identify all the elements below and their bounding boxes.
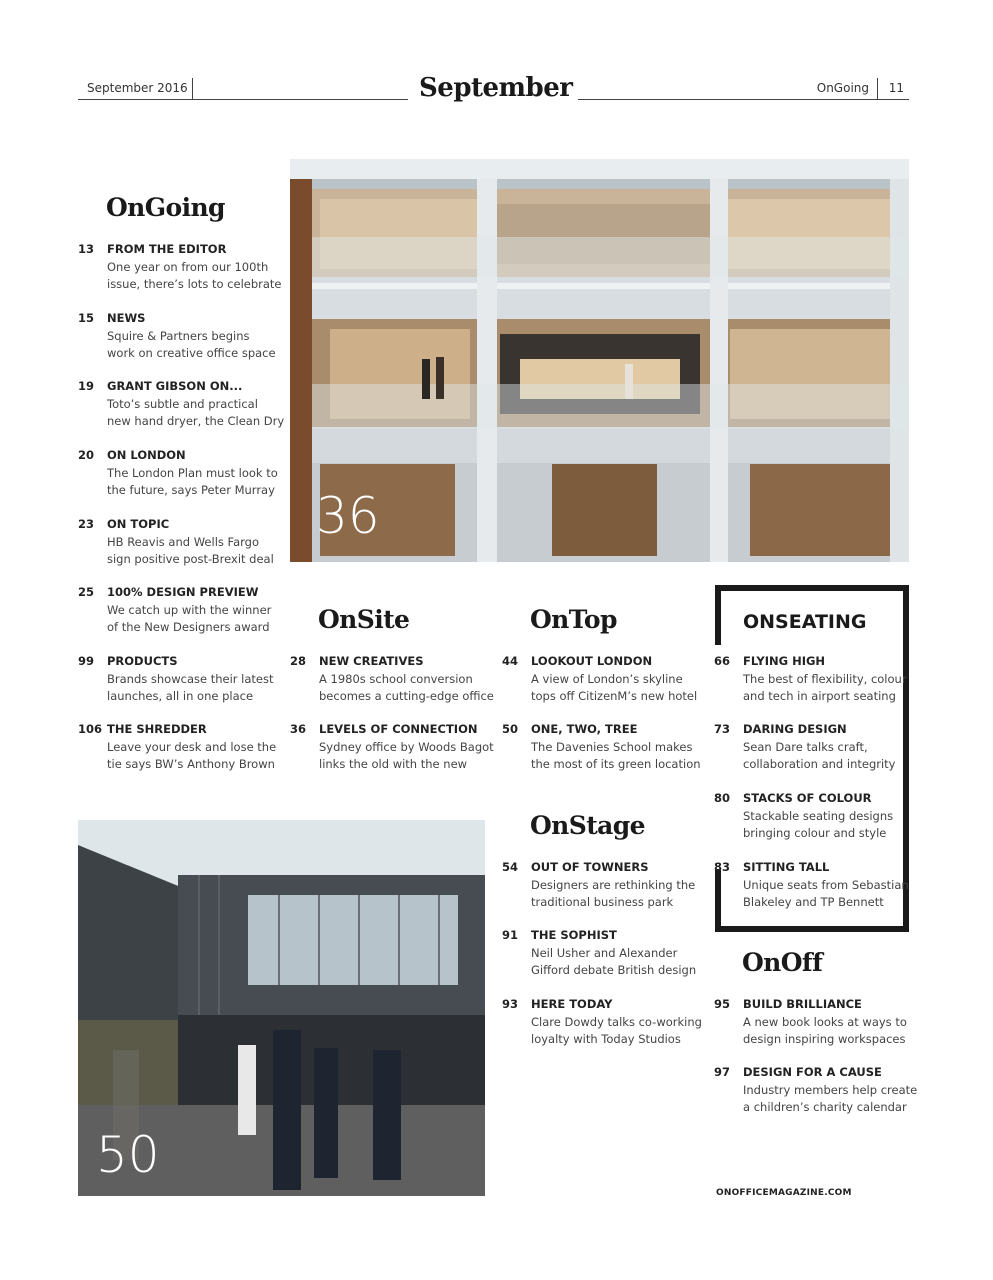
photo-page-number: 50 [96,1126,160,1184]
entry-page: 50 [502,722,519,736]
entry-page: 28 [290,654,307,668]
entry-title: DARING DESIGN [743,722,847,736]
entry-title: ON LONDON [107,448,186,462]
magazine-url[interactable]: ONOFFICEMAGAZINE.COM [716,1188,852,1198]
entry-title: NEWS [107,311,146,325]
entry-title: THE SOPHIST [531,928,617,942]
entry-title: FROM THE EDITOR [107,242,227,256]
entry-title: THE SHREDDER [107,722,207,736]
entry-page: 83 [714,860,731,874]
entry-description: We catch up with the winner of the New Designers award [107,603,272,634]
entry-page: 99 [78,654,95,668]
entry-page: 20 [78,448,95,462]
entry-title: HERE TODAY [531,997,613,1011]
entry-description: Neil Usher and Alexander Gifford debate British design [531,946,697,977]
entry-description: The Davenies School makes the most of its green location [531,740,701,771]
header-rule [578,99,909,100]
entry-page: 25 [78,585,95,599]
section-label: OnGoing [816,81,869,95]
entry-description: The best of flexibility, colour and tech in airport seating [743,672,907,703]
entry-page: 15 [78,311,95,325]
school-building-photo [78,820,485,1196]
header-divider [192,78,193,99]
entry-page: 95 [714,997,731,1011]
entry-description: The London Plan must look to the future, says Peter Murray [107,466,278,497]
entry-page: 19 [78,379,95,393]
onseating-frame-gap [715,645,725,869]
entry-page: 66 [714,654,731,668]
page-number: 11 [888,81,904,95]
entry-page: 36 [290,722,307,736]
entry-description: A new book looks at ways to design inspiring workspaces [743,1015,907,1046]
section-heading-ongoing: OnGoing [106,193,225,222]
entry-title: STACKS OF COLOUR [743,791,872,805]
entry-page: 97 [714,1065,731,1079]
entry-page: 93 [502,997,519,1011]
office-atrium-photo [290,159,909,562]
entry-title: SITTING TALL [743,860,830,874]
entry-title: LEVELS OF CONNECTION [319,722,478,736]
entry-title: LOOKOUT LONDON [531,654,653,668]
entry-description: Sean Dare talks craft, collaboration and integrity [743,740,896,771]
entry-description: Stackable seating designs bringing colour and style [743,809,894,840]
entry-description: Leave your desk and lose the tie says BW’s Anthony Brown [107,740,277,771]
entry-title: ONE, TWO, TREE [531,722,638,736]
entry-title: GRANT GIBSON ON... [107,379,243,393]
section-heading-onseating: ONSEATING [743,611,867,633]
entry-description: Squire & Partners begins work on creative office space [107,329,276,360]
entry-page: 13 [78,242,95,256]
entry-page: 44 [502,654,519,668]
entry-title: BUILD BRILLIANCE [743,997,862,1011]
entry-page: 23 [78,517,95,531]
entry-description: Industry members help create a children’s charity calendar [743,1083,918,1114]
entry-description: Brands showcase their latest launches, all in one place [107,672,274,703]
header-left-rule [78,78,408,100]
photo-page-number: 36 [316,487,380,545]
issue-date: September 2016 [87,81,188,95]
entry-page: 91 [502,928,519,942]
entry-title: FLYING HIGH [743,654,826,668]
entry-description: A view of London’s skyline tops off CitizenM’s new hotel [531,672,698,703]
header-divider [877,78,878,99]
section-heading-ontop: OnTop [530,605,617,634]
entry-description: Toto’s subtle and practical new hand dryer, the Clean Dry [107,397,285,428]
entry-page: 54 [502,860,519,874]
entry-page: 73 [714,722,731,736]
entry-description: Clare Dowdy talks co-working loyalty with Today Studios [531,1015,702,1046]
section-heading-onstage: OnStage [530,811,645,840]
entry-description: HB Reavis and Wells Fargo sign positive post-Brexit deal [107,535,274,566]
entry-title: NEW CREATIVES [319,654,424,668]
entry-description: Unique seats from Sebastian Blakeley and TP Bennett [743,878,909,909]
header-rule [78,99,408,100]
entry-title: OUT OF TOWNERS [531,860,649,874]
header-right-rule [578,78,909,100]
entry-page: 80 [714,791,731,805]
entry-title: ON TOPIC [107,517,170,531]
entry-page: 106 [78,722,103,736]
section-heading-onoff: OnOff [742,948,823,977]
section-heading-onsite: OnSite [318,605,410,634]
entry-description: A 1980s school conversion becomes a cutting-edge office [319,672,494,703]
entry-description: Designers are rethinking the traditional business park [531,878,696,909]
entry-description: Sydney office by Woods Bagot links the old with the new [319,740,494,771]
entry-title: PRODUCTS [107,654,178,668]
entry-description: One year on from our 100th issue, there’s lots to celebrate [107,260,282,291]
entry-title: DESIGN FOR A CAUSE [743,1065,882,1079]
page-title: September [419,73,573,103]
entry-title: 100% DESIGN PREVIEW [107,585,259,599]
